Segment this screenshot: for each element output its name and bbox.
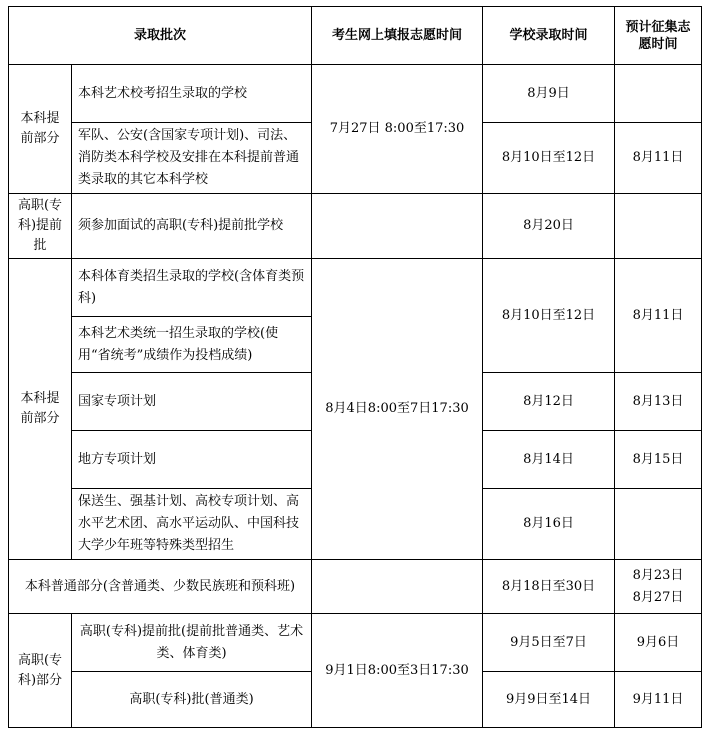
admit-time: 8月14日: [483, 431, 615, 489]
batch-name: 军队、公安(含国家专项计划)、司法、消防类本科学校及安排在本科提前普通类录取的其它本科学校: [72, 123, 312, 194]
expected-time: [615, 65, 702, 123]
expected-time-1: 8月23日: [632, 567, 684, 583]
header-row: [9, 7, 702, 65]
fill-time: [312, 560, 483, 614]
header-school-admit: 学校录取时间: [483, 7, 615, 65]
expected-time: [615, 560, 702, 614]
batch-name: 高职(专科)提前批(提前批普通类、艺术类、体育类): [72, 614, 312, 672]
batch-name: 地方专项计划: [72, 431, 312, 489]
expected-time: 8月15日: [615, 431, 702, 489]
fill-time: 7月27日 8:00至17:30: [312, 65, 483, 194]
admit-time: 9月5日至7日: [483, 614, 615, 672]
category-cell: 本科普通部分(含普通类、少数民族班和预科班): [9, 560, 312, 614]
admit-time: 8月9日: [483, 65, 615, 123]
category-cell: 高职(专科)提前批: [9, 194, 72, 259]
header-batch: 录取批次: [9, 7, 312, 65]
expected-time: 8月13日: [615, 373, 702, 431]
batch-name: 本科体育类招生录取的学校(含体育类预科): [72, 259, 312, 317]
admit-time: 8月10日至12日: [483, 123, 615, 194]
batch-name: 保送生、强基计划、高校专项计划、高水平艺术团、高水平运动队、中国科技大学少年班等特殊类型招生: [72, 489, 312, 560]
expected-time-2: 8月27日: [632, 589, 684, 605]
admission-schedule-table: [8, 6, 702, 728]
batch-name: 本科艺术类统一招生录取的学校(使用“省统考”成绩作为投档成绩): [72, 317, 312, 373]
admit-time: 9月9日至14日: [483, 672, 615, 728]
admit-time: 8月10日至12日: [483, 259, 615, 373]
expected-time: [615, 489, 702, 560]
expected-time: 9月6日: [615, 614, 702, 672]
expected-time: 9月11日: [615, 672, 702, 728]
batch-name: 高职(专科)批(普通类): [72, 672, 312, 728]
admit-time: 8月18日至30日: [483, 560, 615, 614]
header-expected: 预计征集志愿时间: [615, 7, 702, 65]
category-cell: 高职(专科)部分: [9, 614, 72, 728]
table-row: [9, 614, 702, 672]
batch-name: 国家专项计划: [72, 373, 312, 431]
fill-time: 8月4日8:00至7日17:30: [312, 259, 483, 560]
fill-time: [312, 194, 483, 259]
table-row: [9, 194, 702, 259]
batch-name: 本科艺术校考招生录取的学校: [72, 65, 312, 123]
category-cell: 本科提前部分: [9, 259, 72, 560]
table-row: [9, 65, 702, 123]
admit-time: 8月16日: [483, 489, 615, 560]
admit-time: 8月12日: [483, 373, 615, 431]
expected-time: 8月11日: [615, 259, 702, 373]
expected-time: 8月11日: [615, 123, 702, 194]
admit-time: 8月20日: [483, 194, 615, 259]
table-row: [9, 560, 702, 614]
category-cell: 本科提前部分: [9, 65, 72, 194]
table-row: [9, 259, 702, 317]
expected-time: [615, 194, 702, 259]
batch-name: 须参加面试的高职(专科)提前批学校: [72, 194, 312, 259]
fill-time: 9月1日8:00至3日17:30: [312, 614, 483, 728]
header-online-fill: 考生网上填报志愿时间: [312, 7, 483, 65]
